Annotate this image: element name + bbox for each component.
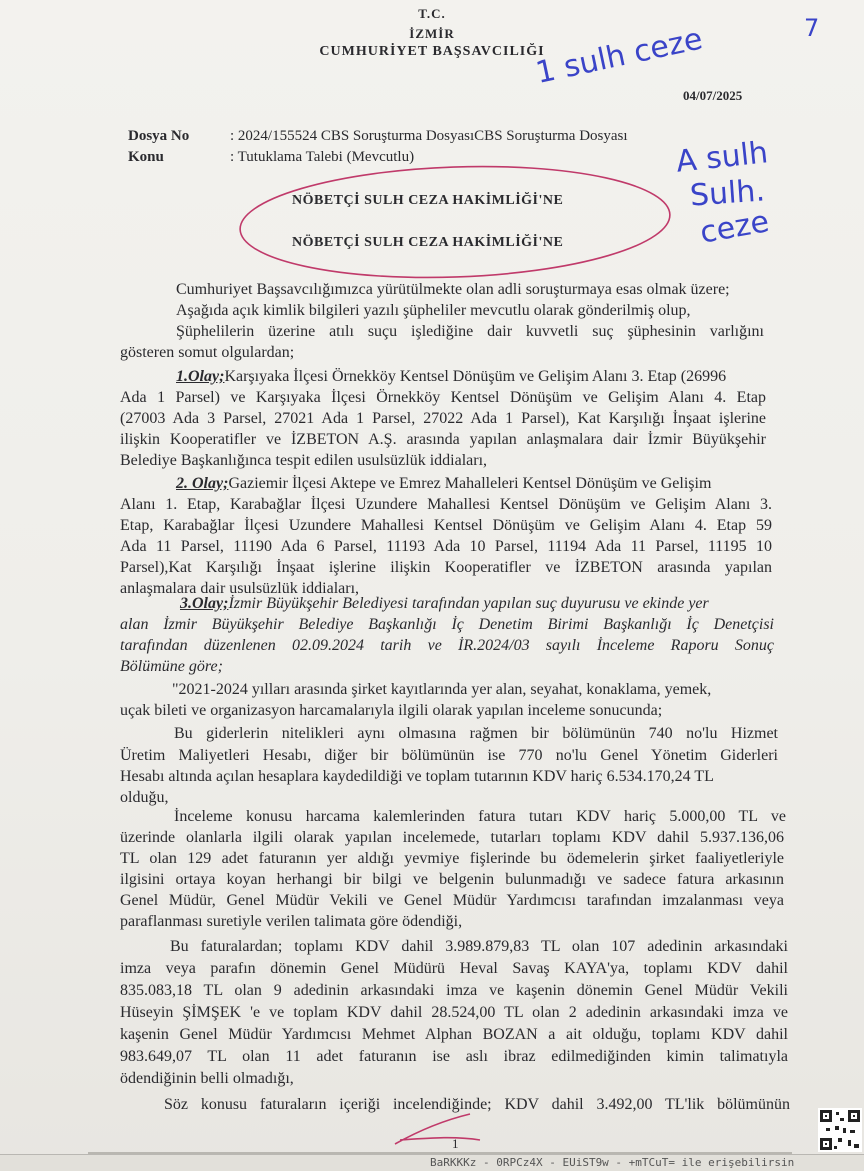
- para-c-line: imza veya parafın dönemin Genel Müdürü Heval Savaş KAYA'ya, toplamı KDV dahil: [120, 960, 788, 977]
- olay-2-line: Parsel),Kat Karşılığı İnşaat işlerine ilişkin Kooperatifler ve İZBETON arasında yapılan: [120, 559, 772, 576]
- qr-code: [818, 1108, 862, 1152]
- dosya-no-label: Dosya No: [128, 128, 190, 144]
- handwritten-note-right-2: Sulh.: [688, 173, 767, 214]
- para-c-line: 835.083,18 TL olan 9 adedinin arkasındaki imza ve kaşenin dönemin Genel Müdür Vekili: [120, 982, 788, 999]
- addressee-line-1: NÖBETÇİ SULH CEZA HAKİMLİĞİ'NE: [292, 193, 564, 208]
- olay-2-line: anlaşmalara dair usulsüzlük iddiaları,: [120, 580, 360, 597]
- olay-1-line: Belediye Başkanlığınca tespit edilen usulsüzlük iddiaları,: [120, 452, 488, 469]
- olay-2-label: 2. Olay;: [176, 475, 229, 492]
- olay-3-line: tarafından düzenlenen 02.09.2024 tarih ve İR.2024/03 sayılı İnceleme Raporu Sonuç: [120, 637, 774, 654]
- intro-line: Cumhuriyet Başsavcılığımızca yürütülmekte olan adli soruşturmaya esas olmak üzere;: [176, 281, 730, 298]
- para-c-line: 983.649,07 TL olan 11 adet faturanın ise aslı ibraz edilmediğinden kimin talimatıyla: [120, 1048, 788, 1065]
- olay-2-line: Etap, Karabağlar İlçesi Uzundere Mahallesi Kentsel Dönüşüm ve Gelişim Alanı 4. Etap 59: [120, 517, 772, 534]
- footer-code: BaRKKKz - 0RPCz4X - EUiST9w - +mTCuT= ile erişebilirsin: [430, 1156, 795, 1169]
- pen-scribble: [0, 1100, 864, 1160]
- olay-2-first-line: [176, 475, 711, 493]
- handwritten-note-right-1: A sulh: [674, 135, 770, 180]
- olay-1-line: ilişkin Kooperatifler ve İZBETON A.Ş. arasında yapılan anlaşmalara dair İzmir Büyükşehir: [120, 431, 766, 448]
- quote-line: "2021-2024 yılları arasında şirket kayıtlarında yer alan, seyahat, konaklama, yemek,: [172, 681, 712, 698]
- quote-line: uçak bileti ve organizasyon harcamalarıyla ilgili olarak yapılan inceleme sonucunda;: [120, 702, 663, 719]
- olay-1-text: Karşıyaka İlçesi Örnekköy Kentsel Dönüşüm ve Gelişim Alanı 3. Etap (26996: [224, 368, 727, 385]
- para-b-line: paraflanması suretiyle verilen talimata göre ödendiği,: [120, 913, 463, 930]
- olay-2-line: Ada 11 Parsel, 11190 Ada 6 Parsel, 11193 Ada 10 Parsel, 11194 Ada 11 Parsel, 11195 10: [120, 538, 772, 555]
- para-a-line: Bu giderlerin nitelikleri aynı olmasına rağmen bir bölümünün 740 no'lu Hizmet: [174, 725, 778, 742]
- olay-3-first-line: [180, 595, 709, 613]
- olay-2-line: Alanı 1. Etap, Karabağlar İlçesi Uzundere Mahallesi Kentsel Dönüşüm ve Gelişim Alanı 3.: [120, 496, 772, 513]
- olay-3-line: Bölümüne göre;: [120, 658, 223, 675]
- addressee-line-2: NÖBETÇİ SULH CEZA HAKİMLİĞİ'NE: [292, 235, 564, 250]
- olay-2-text: Gaziemir İlçesi Aktepe ve Emrez Mahalleleri Kentsel Dönüşüm ve Gelişim: [228, 475, 712, 492]
- olay-3-text: İzmir Büyükşehir Belediyesi tarafından yapılan suç duyurusu ve ekinde yer: [228, 595, 709, 612]
- para-a-line: olduğu,: [120, 789, 169, 806]
- para-b-line: ilgisini ortaya koyan herhangi bir bilgi ve belgenin bulunmadığı ve sadece fatura arkasının: [120, 871, 784, 888]
- dosya-no-value: : 2024/155524 CBS Soruşturma DosyasıCBS Soruşturma Dosyası: [230, 128, 628, 144]
- page-number: 1: [452, 1136, 459, 1151]
- header-city: İZMİR: [409, 26, 455, 41]
- document-date: 04/07/2025: [683, 88, 743, 103]
- konu-value: : Tutuklama Talebi (Mevcutlu): [230, 149, 415, 165]
- para-c-line: ödendiğinin belli olmadığı,: [120, 1070, 294, 1087]
- para-d-line: Söz konusu faturaların içeriği incelendiğinde; KDV dahil 3.492,00 TL'lik bölümünün: [164, 1096, 790, 1113]
- konu-label: Konu: [128, 149, 164, 165]
- header-tc: T.C.: [418, 6, 446, 21]
- para-c-line: kaşenin Genel Müdür Yardımcısı Mehmet Alphan BOZAN a ait olduğu, toplamı KDV dahil: [120, 1026, 788, 1043]
- handwritten-note-near-date: 1 sulh ceze: [532, 21, 706, 91]
- para-b-line: Genel Müdür, Genel Müdür Vekili ve Genel Müdür Yardımcısı tarafından imzalanması veya: [120, 892, 784, 909]
- para-c-line: Hüseyin ŞİMŞEK 'e ve toplam KDV dahil 28.524,00 TL olan 2 adedinin arkasındaki imza ve: [120, 1004, 788, 1021]
- para-b-line: İnceleme konusu harcama kalemlerinden fatura tutarı KDV hariç 5.000,00 TL ve: [174, 808, 786, 825]
- footer-verification-strip: [0, 1154, 864, 1171]
- olay-3-line: alan İzmir Büyükşehir Belediye Başkanlığı İç Denetim Birimi Başkanlığı İç Denetçisi: [120, 616, 774, 633]
- para-c-line: Bu faturalardan; toplamı KDV dahil 3.989.879,83 TL olan 107 adedinin arkasındaki: [170, 938, 788, 955]
- para-a-line: Hesabı altında açılan hesaplara kaydedildiği ve toplam tutarının KDV hariç 6.534.170,24 TL: [120, 768, 714, 785]
- olay-1-line: (27003 Ada 3 Parsel, 27021 Ada 1 Parsel, 27022 Ada 1 Parsel), Kat Karşılığı İnşaat işlerine: [120, 410, 766, 427]
- olay-1-label: 1.Olay;: [176, 368, 225, 385]
- para-b-line: üzerinde olanlarla ilgili olarak yapılan incelemede, tutarları toplamı KDV dahil 5.937.136,06: [120, 829, 784, 846]
- olay-1-first-line: [176, 368, 726, 386]
- para-b-line: TL olan 129 adet faturanın yer aldığı yevmiye fişlerinde bu ödemelerin şirket faaliyetleriyle: [120, 850, 784, 867]
- olay-1-line: Ada 1 Parsel) ve Karşıyaka İlçesi Örnekköy Kentsel Dönüşüm ve Gelişim Alanı 4. Etap: [120, 389, 766, 406]
- header-office: CUMHURİYET BAŞSAVCILIĞI: [319, 44, 545, 59]
- intro-line: Aşağıda açık kimlik bilgileri yazılı şüpheliler mevcutlu olarak gönderilmiş olup,: [176, 302, 691, 319]
- olay-3-label: 3.Olay;: [180, 595, 229, 612]
- handdrawn-ellipse: [0, 0, 864, 300]
- intro-line: gösteren somut olgulardan;: [120, 344, 295, 361]
- para-a-line: Üretim Maliyetleri Hesabı, diğer bir bölümünün ise 770 no'lu Genel Yönetim Giderleri: [120, 747, 778, 764]
- handwritten-note-right-3: ceze: [697, 204, 772, 251]
- handwritten-page-mark: 7: [804, 14, 820, 42]
- intro-line: Şüphelilerin üzerine atılı suçu işlediğine dair kuvvetli suç şüphesinin varlığını: [176, 323, 764, 340]
